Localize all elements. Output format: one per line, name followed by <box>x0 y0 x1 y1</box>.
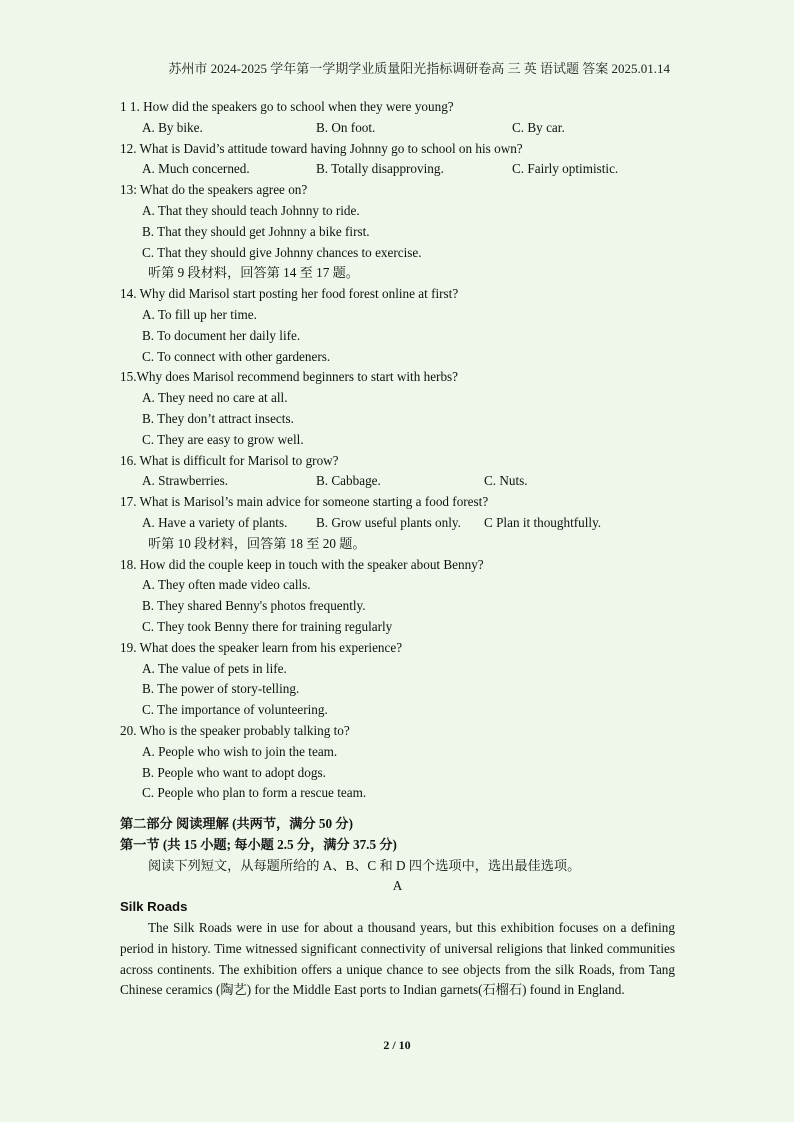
q11-option-c: C. By car. <box>512 119 565 135</box>
q16-option-a: A. Strawberries. <box>142 473 229 489</box>
q12-options <box>120 159 675 180</box>
q12-option-b: B. Totally disapproving. <box>316 161 444 177</box>
q11-options <box>120 118 675 139</box>
q19-option-b: B. The power of story-telling. <box>142 681 300 697</box>
question-13: 13: What do the speakers agree on? <box>120 182 308 198</box>
passage-letter: A <box>392 878 403 894</box>
q15-option-c: C. They are easy to grow well. <box>142 431 304 447</box>
question-12: 12. What is David’s attitude toward having Johnny go to school on his own? <box>120 140 523 156</box>
listening-note-9: 听第 9 段材料，回答第 14 至 17 题。 <box>148 265 359 281</box>
q16-option-b: B. Cabbage. <box>316 473 381 489</box>
q18-option-b: B. They shared Benny's photos frequently. <box>142 598 366 614</box>
passage-title: Silk Roads <box>120 899 188 915</box>
q13-option-a: A. That they should teach Johnny to ride. <box>142 202 360 218</box>
q18-option-c: C. They took Benny there for training regularly <box>142 618 393 634</box>
q17-option-c: C Plan it thoughtfully. <box>484 514 602 530</box>
q20-option-b: B. People who want to adopt dogs. <box>142 764 326 780</box>
question-16: 16. What is difficult for Marisol to grow? <box>120 452 339 468</box>
passage-paragraph: The Silk Roads were in use for about a thousand years, but this exhibition focuses on a defining period in history. Time witnessed significant connectivity of universal religions that linked communities across continents. The exhibition offers a unique chance to see objects from the silk Roads, from Tang Chinese ceramics (陶艺) for the Middle East ports to Indian garnets(石榴石) found in England. <box>120 920 675 998</box>
q14-option-b: B. To document her daily life. <box>142 327 301 343</box>
q11-option-b: B. On foot. <box>316 119 376 135</box>
q11-option-a: A. By bike. <box>142 119 203 135</box>
question-19: 19. What does the speaker learn from his experience? <box>120 639 403 655</box>
question-18: 18. How did the couple keep in touch with the speaker about Benny? <box>120 556 484 572</box>
section-one-heading: 第一节 (共 15 小题; 每小题 2.5 分，满分 37.5 分) <box>120 836 397 852</box>
q16-options <box>120 471 675 492</box>
question-15: 15.Why does Marisol recommend beginners to start with herbs? <box>120 369 459 385</box>
q17-options <box>120 513 675 534</box>
q14-option-a: A. To fill up her time. <box>142 306 257 322</box>
q17-option-a: A. Have a variety of plants. <box>142 514 288 530</box>
q13-option-b: B. That they should get Johnny a bike first. <box>142 223 370 239</box>
q16-option-c: C. Nuts. <box>484 473 528 489</box>
q14-option-c: C. To connect with other gardeners. <box>142 348 331 364</box>
part-two-heading: 第二部分 阅读理解 (共两节，满分 50 分) <box>120 816 353 832</box>
q18-option-a: A. They often made video calls. <box>142 577 311 593</box>
page-content <box>120 97 675 1001</box>
page-header: 苏州市 2024-2025 学年第一学期学业质量阳光指标调研卷高 三 英 语试题 答案 2025.01.14 <box>168 61 670 76</box>
q19-option-c: C. The importance of volunteering. <box>142 702 328 718</box>
q17-option-b: B. Grow useful plants only. <box>316 514 461 530</box>
question-20: 20. Who is the speaker probably talking to? <box>120 722 350 738</box>
q12-option-c: C. Fairly optimistic. <box>512 161 619 177</box>
q20-option-c: C. People who plan to form a rescue team. <box>142 785 367 801</box>
question-14: 14. Why did Marisol start posting her food forest online at first? <box>120 286 459 302</box>
q12-option-a: A. Much concerned. <box>142 161 250 177</box>
question-17: 17. What is Marisol’s main advice for someone starting a food forest? <box>120 494 489 510</box>
q15-option-a: A. They need no care at all. <box>142 390 288 406</box>
q13-option-c: C. That they should give Johnny chances to exercise. <box>142 244 422 260</box>
q19-option-a: A. The value of pets in life. <box>142 660 287 676</box>
q20-option-a: A. People who wish to join the team. <box>142 743 338 759</box>
page-number: 2 / 10 <box>383 1038 411 1052</box>
listening-note-10: 听第 10 段材料，回答第 18 至 20 题。 <box>148 535 366 551</box>
reading-instruction: 阅读下列短文，从每题所给的 A、B、C 和 D 四个选项中，选出最佳选项。 <box>148 857 581 873</box>
question-11: 1 1. How did the speakers go to school when they were young? <box>120 99 454 114</box>
q15-option-b: B. They don’t attract insects. <box>142 410 294 426</box>
